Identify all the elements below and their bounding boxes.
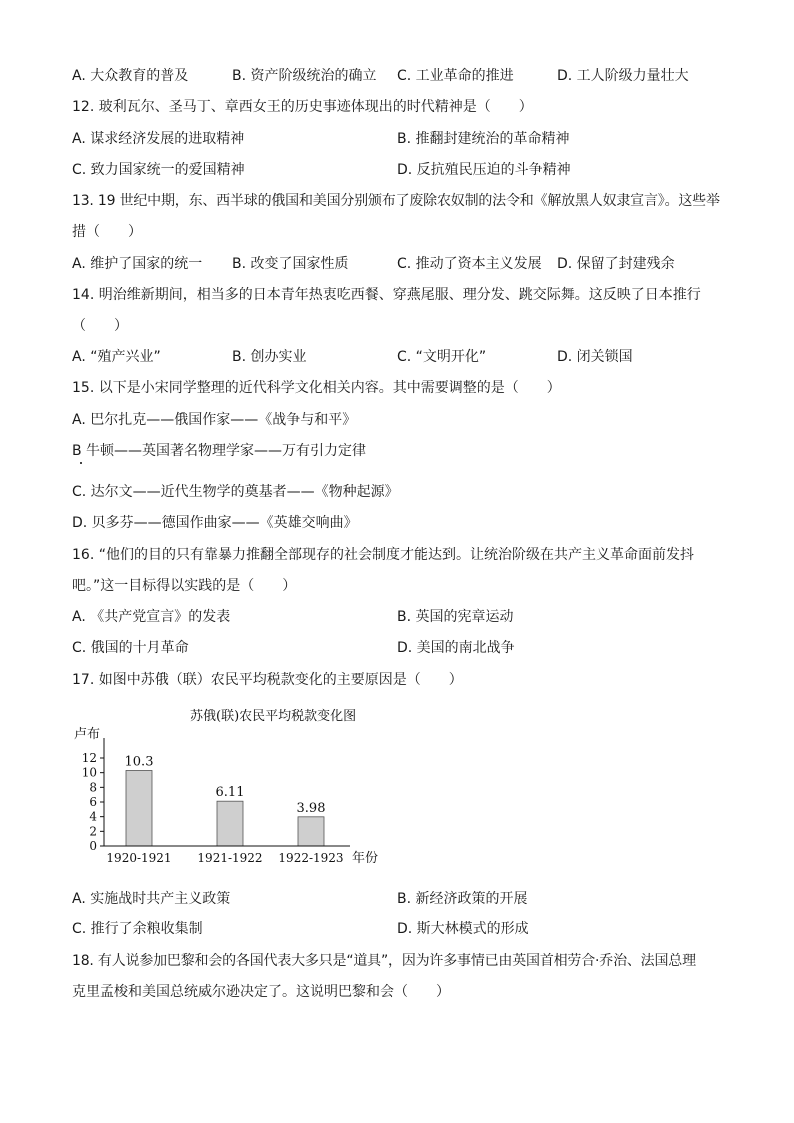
q14-option-d: D. 闭关锁国: [557, 349, 633, 365]
bar-value-label: 6.11: [215, 785, 245, 801]
bar-1920-1921: [126, 770, 152, 846]
tax-bar-chart: [70, 700, 390, 872]
q17-option-d: D. 斯大林模式的形成: [397, 921, 529, 937]
q18-stem-line1: 18. 有人说参加巴黎和会的各国代表大多只是“道具”，因为许多事情已由英国首相劳合·乔治、法国总理: [72, 953, 696, 969]
y-tick-label: 0: [89, 839, 97, 853]
y-tick-label: 8: [89, 780, 97, 795]
q14-option-a: A. “殖产兴业”: [72, 349, 161, 365]
bar-1922-1923: [298, 817, 324, 846]
y-tick-label: 10: [81, 765, 97, 780]
q14-stem-line2: （ ）: [72, 318, 128, 334]
chart-title: 苏俄(联)农民平均税款变化图: [190, 709, 357, 724]
q17-option-c: C. 推行了余粮收集制: [72, 921, 203, 937]
q12-stem: 12. 玻利瓦尔、圣马丁、章西女王的历史事迹体现出的时代精神是（ ）: [72, 99, 533, 115]
q11-option-a: A. 大众教育的普及: [72, 68, 189, 84]
y-tick-label: 4: [89, 809, 97, 824]
q16-option-c: C. 俄国的十月革命: [72, 640, 189, 656]
x-axis-label: 年份: [352, 851, 379, 866]
q16-option-a: A. 《共产党宣言》的发表: [72, 609, 231, 625]
x-category-label: 1920-1921: [106, 851, 172, 865]
y-axis-label: 卢布: [74, 727, 101, 742]
q13-option-a: A. 维护了国家的统一: [72, 256, 203, 272]
q11-option-c: C. 工业革命的推进: [397, 68, 514, 84]
bar-value-label: 10.3: [124, 754, 154, 770]
q14-option-c: C. “文明开化”: [397, 349, 487, 365]
q12-option-c: C. 致力国家统一的爱国精神: [72, 162, 245, 178]
q15-option-d: D. 贝多芬——德国作曲家——《英雄交响曲》: [72, 515, 358, 531]
y-tick-label: 6: [89, 795, 97, 809]
y-tick-label: 12: [81, 751, 97, 765]
q16-stem-line2: 吧。”这一目标得以实践的是（ ）: [72, 578, 297, 594]
q13-stem-line2: 措（ ）: [72, 224, 142, 240]
q13-option-c: C. 推动了资本主义发展: [397, 256, 542, 272]
q13-option-b: B. 改变了国家性质: [232, 256, 349, 272]
q17-stem: 17. 如图中苏俄（联）农民平均税款变化的主要原因是（ ）: [72, 672, 463, 688]
y-tick-label: 2: [89, 824, 97, 839]
q15-option-a: A. 巴尔扎克——俄国作家——《战争与和平》: [72, 412, 357, 428]
q11-option-d: D. 工人阶级力量壮大: [557, 68, 689, 84]
q12-option-a: A. 谋求经济发展的进取精神: [72, 131, 245, 147]
q12-option-b: B. 推翻封建统治的革命精神: [397, 131, 570, 147]
q13-stem-line1: 13. 19 世纪中期，东、西半球的俄国和美国分别颁布了废除农奴制的法令和《解放黑人奴隶宣言》。这些举: [72, 193, 720, 209]
q12-option-d: D. 反抗殖民压迫的斗争精神: [397, 162, 571, 178]
q13-option-d: D. 保留了封建残余: [557, 256, 675, 272]
bar-1921-1922: [217, 801, 243, 846]
q18-stem-line2: 克里孟梭和美国总统威尔逊决定了。这说明巴黎和会（ ）: [72, 984, 450, 1000]
q17-option-b: B. 新经济政策的开展: [397, 891, 528, 907]
q16-option-b: B. 英国的宪章运动: [397, 609, 514, 625]
q14-stem-line1: 14. 明治维新期间，相当多的日本青年热衷吃西餐、穿燕尾服、理分发、跳交际舞。这反映了日本推行: [72, 287, 701, 303]
q16-stem-line1: 16. “他们的目的只有靠暴力推翻全部现存的社会制度才能达到。让统治阶级在共产主义革命面前发抖: [72, 547, 694, 563]
q14-option-b: B. 创办实业: [232, 349, 307, 365]
q15-option-b: B 牛顿——英国著名物理学家——万有引力定律: [72, 443, 367, 459]
q16-option-d: D. 美国的南北战争: [397, 640, 515, 656]
q11-option-b: B. 资产阶级统治的确立: [232, 68, 377, 84]
x-category-label: 1922-1923: [278, 851, 344, 865]
q17-option-a: A. 实施战时共产主义政策: [72, 891, 231, 907]
stray-dot: [80, 462, 82, 464]
q15-option-c: C. 达尔文——近代生物学的奠基者——《物种起源》: [72, 484, 399, 500]
x-category-label: 1921-1922: [197, 851, 263, 865]
q15-stem: 15. 以下是小宋同学整理的近代科学文化相关内容。其中需要调整的是（ ）: [72, 380, 561, 396]
bar-value-label: 3.98: [296, 800, 326, 816]
